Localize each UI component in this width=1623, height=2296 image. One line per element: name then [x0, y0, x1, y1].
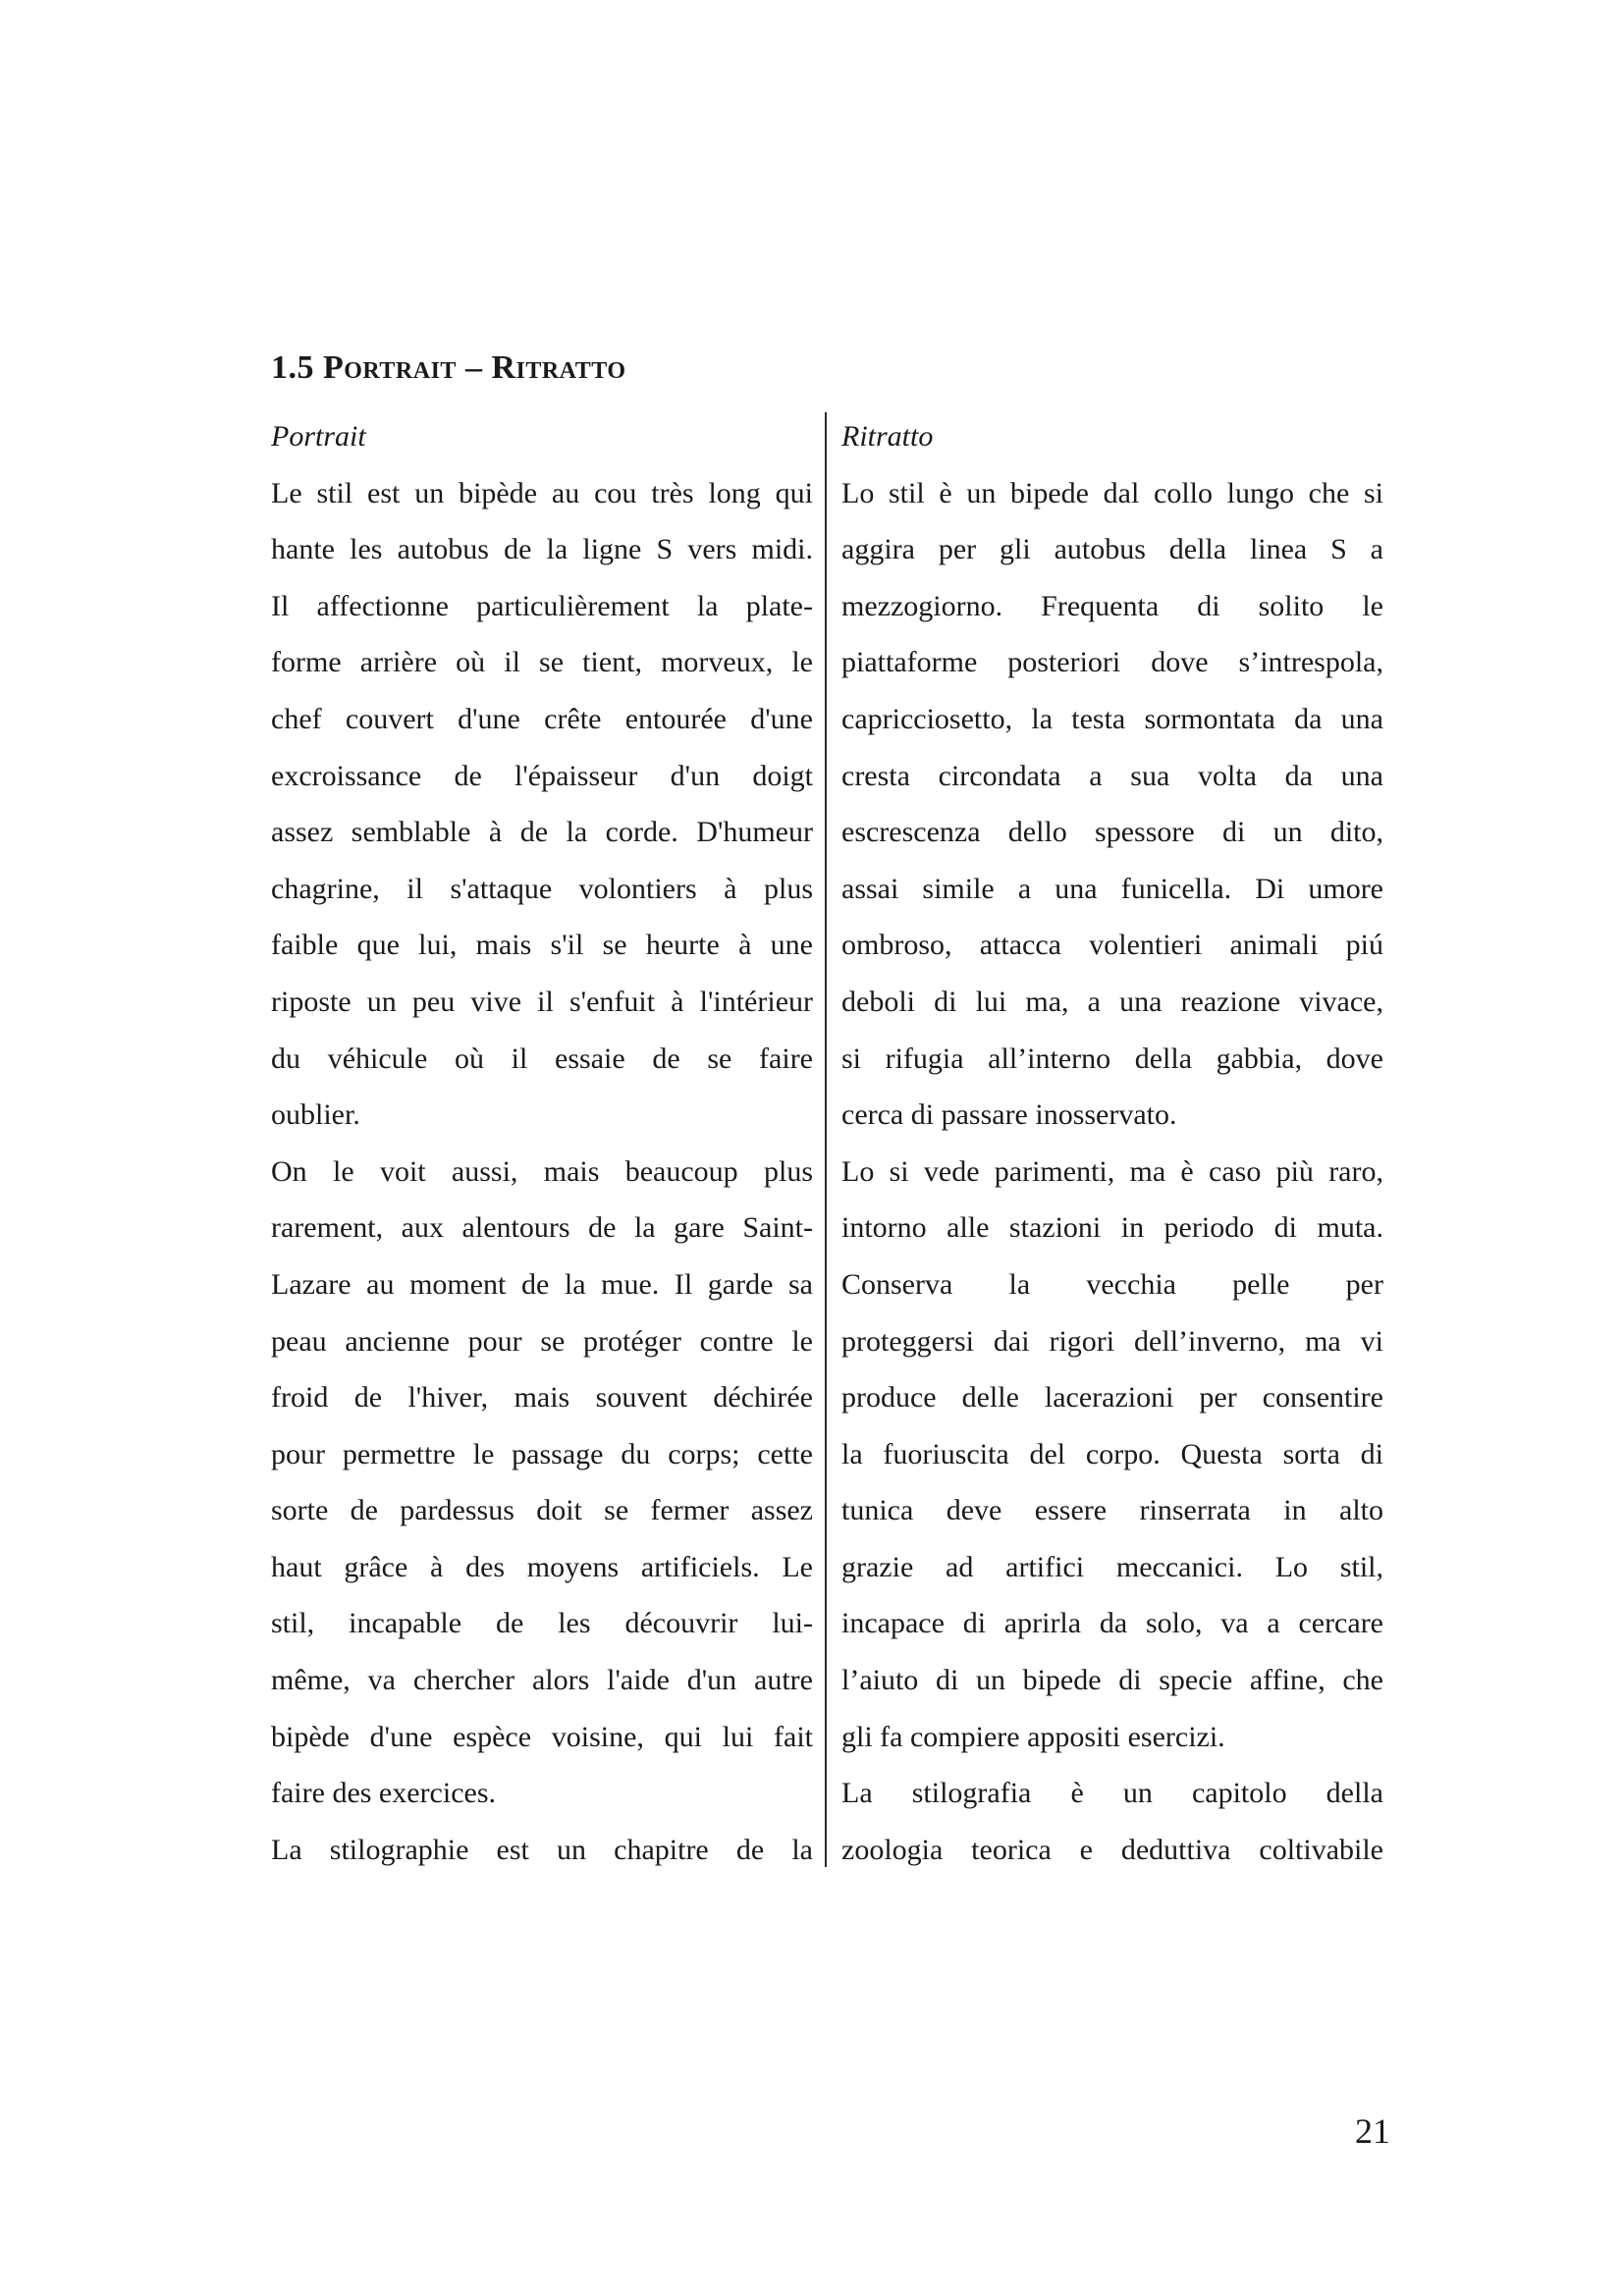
french-text-line: excroissance de l'épaisseur d'un doigt — [271, 759, 813, 792]
italian-text-line: assai simile a una funicella. Di umore — [841, 872, 1383, 905]
italian-text-line: Lo si vede parimenti, ma è caso più raro, — [841, 1154, 1383, 1188]
section-number: 1.5 — [271, 349, 314, 386]
italian-text-line: produce delle lacerazioni per consentire — [841, 1381, 1383, 1415]
italian-text-line: capricciosetto, la testa sormontata da una — [841, 702, 1383, 735]
french-text-line: chef couvert d'une crête entourée d'une — [271, 702, 813, 735]
italian-text-line: cerca di passare inosservato. — [841, 1098, 1177, 1132]
french-text-line: forme arrière où il se tient, morveux, le — [271, 646, 813, 679]
italian-text-line: mezzogiorno. Frequenta di solito le — [841, 589, 1383, 622]
section-title-dash: – — [464, 349, 483, 386]
french-text-line: riposte un peu vive il s'enfuit à l'intérieur — [271, 985, 813, 1018]
page-number: 21 — [1355, 2111, 1390, 2151]
italian-text-line: si rifugia all’interno della gabbia, dove — [841, 1041, 1383, 1075]
french-text-line: faire des exercices. — [271, 1777, 497, 1810]
italian-text-line: intorno alle stazioni in periodo di muta. — [841, 1211, 1383, 1245]
french-text-line: bipède d'une espèce voisine, qui lui fait — [271, 1720, 813, 1753]
italian-text-line: tunica deve essere rinserrata in alto — [841, 1494, 1383, 1527]
french-text-line: oublier. — [271, 1098, 360, 1132]
french-text-line: même, va chercher alors l'aide d'un autre — [271, 1664, 813, 1697]
italian-text-line: deboli di lui ma, a una reazione vivace, — [841, 985, 1383, 1018]
italian-column — [841, 408, 1383, 1878]
french-text-line: Lazare au moment de la mue. Il garde sa — [271, 1267, 813, 1301]
french-column — [271, 408, 813, 1878]
french-text-line: froid de l'hiver, mais souvent déchirée — [271, 1381, 813, 1415]
french-text-line: pour permettre le passage du corps; cette — [271, 1437, 813, 1470]
french-text-line: On le voit aussi, mais beaucoup plus — [271, 1154, 813, 1188]
italian-text-line: Conserva la vecchia pelle per — [841, 1267, 1383, 1301]
italian-text-line: incapace di aprirla da solo, va a cercare — [841, 1607, 1383, 1640]
italian-subtitle: Ritratto — [841, 420, 934, 453]
french-text-line: haut grâce à des moyens artificiels. Le — [271, 1550, 813, 1583]
section-title-italian: Ritratto — [491, 349, 626, 386]
french-text-line: chagrine, il s'attaque volontiers à plus — [271, 872, 813, 905]
french-text-line: hante les autobus de la ligne S vers midi. — [271, 533, 813, 566]
section-heading — [271, 349, 626, 387]
french-text-line: faible que lui, mais s'il se heurte à une — [271, 929, 813, 962]
italian-text-line: aggira per gli autobus della linea S a — [841, 533, 1383, 566]
italian-text-line: Lo stil è un bipede dal collo lungo che si — [841, 476, 1383, 509]
italian-text-line: grazie ad artifici meccanici. Lo stil, — [841, 1550, 1383, 1583]
french-text-line: stil, incapable de les découvrir lui- — [271, 1607, 813, 1640]
italian-text-line: proteggersi dai rigori dell’inverno, ma vi — [841, 1324, 1383, 1358]
french-text-line: sorte de pardessus doit se fermer assez — [271, 1494, 813, 1527]
italian-text-line: cresta circondata a sua volta da una — [841, 759, 1383, 792]
italian-text-line: ombroso, attacca volentieri animali piú — [841, 929, 1383, 962]
italian-text-line: escrescenza dello spessore di un dito, — [841, 816, 1383, 849]
french-text-line: La stilographie est un chapitre de la — [271, 1833, 813, 1866]
french-text-line: du véhicule où il essaie de se faire — [271, 1041, 813, 1075]
french-text-line: Il affectionne particulièrement la plate- — [271, 589, 813, 622]
column-divider — [825, 412, 827, 1867]
italian-text-line: gli fa compiere appositi esercizi. — [841, 1720, 1225, 1753]
french-text-line: Le stil est un bipède au cou très long qui — [271, 476, 813, 509]
italian-text-line: piattaforme posteriori dove s’intrespola, — [841, 646, 1383, 679]
french-subtitle: Portrait — [271, 420, 366, 453]
italian-text-line: l’aiuto di un bipede di specie affine, che — [841, 1664, 1383, 1697]
french-text-line: peau ancienne pour se protéger contre le — [271, 1324, 813, 1358]
italian-text-line: zoologia teorica e deduttiva coltivabile — [841, 1833, 1383, 1866]
italian-text-line: la fuoriuscita del corpo. Questa sorta di — [841, 1437, 1383, 1470]
french-text-line: rarement, aux alentours de la gare Saint- — [271, 1211, 813, 1245]
french-text-line: assez semblable à de la corde. D'humeur — [271, 816, 813, 849]
section-title-french: Portrait — [323, 349, 457, 386]
italian-text-line: La stilografia è un capitolo della — [841, 1777, 1383, 1810]
